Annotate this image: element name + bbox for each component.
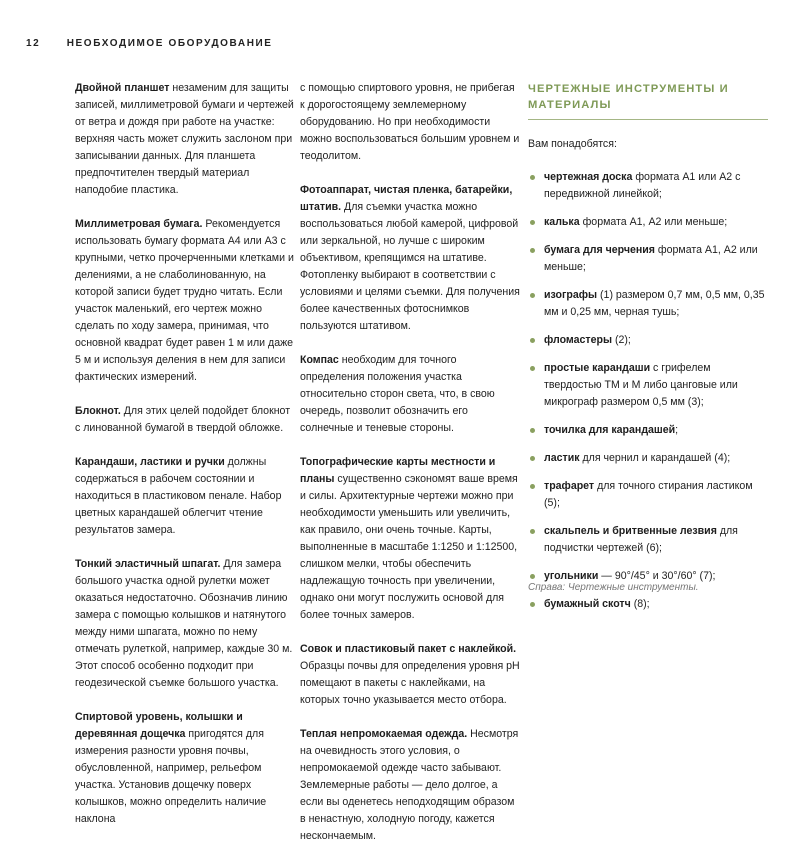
paragraph-text: Рекомендуется использовать бумагу формата А4 или А3 с крупными, четко прочерченными клетками и делениями, а не слаболинованную, на которой записи будет трудно читать. Если участок маленький, его чертеж можно сделать по ходу замера, принимая, что основной квадрат будет равен 1 м или даже 5 м и используя деления в нем для записи фактических измерений. [75, 218, 294, 383]
running-title: НЕОБХОДИМОЕ ОБОРУДОВАНИЕ [66, 38, 273, 49]
tools-list [528, 169, 768, 613]
paragraph [300, 182, 522, 335]
item-term: скальпель и бритвенные лезвия [544, 525, 717, 537]
paragraph-text: Для замера большого участка одной рулетки может оказаться недостаточно. Обозначив линию замера с помощью колышков и натянутого между ними шпагата, можно по нему отмечать рулеткой, например, каждые 30 м. Этот способ особенно подходит при геодезической съемке большого участка. [75, 558, 293, 689]
bullet-icon [530, 248, 535, 253]
item-text: для чернил и карандашей (4); [579, 452, 731, 464]
paragraph-text: должны содержаться в рабочем состоянии и находиться в пластиковом пенале. Набор цветных карандашей облегчит чтение результатов замера. [75, 456, 282, 536]
bullet-icon [530, 484, 535, 489]
item-term: бумажный скотч [544, 598, 631, 610]
item-text: (8); [630, 598, 650, 610]
item-text: (2); [612, 334, 631, 346]
item-text: формата А1, А2 или меньше; [579, 216, 728, 228]
paragraph [300, 80, 522, 165]
item-text: — 90°/45° и 30°/60° (7); [598, 570, 716, 582]
item-text: ; [675, 424, 679, 436]
list-item [528, 332, 768, 349]
list-item [528, 478, 768, 512]
bullet-icon [530, 220, 535, 225]
bullet-icon [530, 428, 535, 433]
paragraph-term: Тонкий эластичный шпагат. [75, 558, 221, 570]
paragraph [300, 352, 522, 437]
item-text: (1) размером 0,7 мм, 0,5 мм, 0,35 мм и 0,25 мм, черная тушь; [544, 289, 765, 318]
list-item [528, 523, 768, 557]
paragraph-term: Топографические карты местности и планы [300, 456, 496, 485]
paragraph [300, 726, 522, 845]
list-item [528, 450, 768, 467]
paragraph-text: с помощью спиртового уровня, не прибегая к дорогостоящему землемерному оборудованию. Но при необходимости можно воспользоваться большим уровнем и теодолитом. [300, 82, 520, 162]
paragraph [75, 454, 295, 539]
item-term: калька [544, 216, 580, 228]
item-term: бумага для черчения [544, 244, 655, 256]
paragraph-text: незаменим для защиты записей, миллиметровой бумаги и чертежей от ветра и дождя при работе на участке: верхняя часть может служить заслоном при записывании данных. Для планшета предпочтителен твердый материал наподобие пластика. [75, 82, 294, 196]
column-3 [528, 80, 768, 624]
column-1 [75, 80, 295, 845]
bullet-icon [530, 293, 535, 298]
paragraph-text: Несмотря на очевидность этого условия, о непромокаемой одежде часто забывают. Землемерные работы — дело долгое, а если вы оденетесь неподходящим образом в ненастную, холодную погоду, кажется нескончаемым. [300, 728, 519, 842]
paragraph-term: Спиртовой уровень, колышки и деревянная дощечка [75, 711, 243, 740]
item-term: фломастеры [544, 334, 613, 346]
item-text: с грифелем твердостью ТМ и М либо цанговые или микрограф размером 0,5 мм (3); [544, 362, 738, 408]
section-title: ЧЕРТЕЖНЫЕ ИНСТРУМЕНТЫ И МАТЕРИАЛЫ [528, 81, 768, 120]
paragraph-term: Карандаши, ластики и ручки [75, 456, 225, 468]
paragraph-term: Совок и пластиковый пакет с наклейкой. [300, 643, 517, 655]
item-term: точилка для карандашей [544, 424, 676, 436]
running-header [26, 38, 273, 49]
item-text: формата А1, А2 или меньше; [544, 244, 758, 273]
item-term: трафарет [544, 480, 595, 492]
paragraph-term: Двойной планшет [75, 82, 170, 94]
paragraph [300, 641, 522, 709]
item-term: угольники [544, 570, 599, 582]
list-item [528, 242, 768, 276]
item-term: ластик [544, 452, 580, 464]
section-intro: Вам понадобятся: [528, 138, 617, 150]
paragraph-term: Компас [300, 354, 339, 366]
paragraph-term: Фотоаппарат, чистая пленка, батарейки, штатив. [300, 184, 513, 213]
bullet-icon [530, 602, 535, 607]
bullet-icon [530, 529, 535, 534]
item-text: формата А1 или А2 с передвижной линейкой; [544, 171, 741, 200]
bullet-icon [530, 366, 535, 371]
paragraph-term: Миллиметровая бумага. [75, 218, 203, 230]
paragraph-term: Блокнот. [75, 405, 121, 417]
item-term: чертежная доска [544, 171, 633, 183]
column-2 [300, 80, 522, 862]
item-text: для подчистки чертежей (6); [544, 525, 738, 554]
list-item [528, 360, 768, 411]
paragraph [75, 216, 295, 386]
paragraph [75, 556, 295, 692]
list-item [528, 169, 768, 203]
paragraph [300, 454, 522, 624]
item-term: простые карандаши [544, 362, 651, 374]
bullet-icon [530, 456, 535, 461]
paragraph-text: Для этих целей подойдет блокнот с линованной бумагой в твердой обложке. [75, 405, 291, 434]
paragraph [75, 403, 295, 437]
list-item [528, 214, 768, 231]
paragraph-text: существенно сэкономят ваше время и силы. Архитектурные чертежи можно при необходимости уменьшить или увеличить, как правило, они очень точные. Карты, выполненные в масштабе 1:1250 и 1:12500, слишком мелки, чтобы обеспечить надлежащую точность при увеличении, однако они могут послужить основой для более точных замеров. [300, 473, 518, 621]
bullet-icon [530, 338, 535, 343]
paragraph [75, 709, 295, 828]
paragraph-text: необходим для точного определения положения участка относительно сторон света, что, в свою очередь, позволит обозначить его солнечные и теневые стороны. [300, 354, 495, 434]
list-item [528, 287, 768, 321]
paragraph-text: Для съемки участка можно воспользоваться любой камерой, цифровой или зеркальной, но лучше с широким объективом, крепящимся на штативе. Фотопленку выбирают в соответствии с условиями и целями съемки. Для получения более качественных фотоснимков пользуются штативом. [300, 201, 520, 332]
paragraph-text: пригодятся для измерения разности уровня почвы, обусловленной, например, рельефом участка. Установив дощечку поверх колышков, можно определить наличие наклона [75, 728, 267, 825]
image-caption: Справа: Чертежные инструменты. [528, 582, 699, 593]
list-item [528, 596, 768, 613]
item-text: для точного стирания ластиком (5); [544, 480, 753, 509]
list-item [528, 422, 768, 439]
paragraph-term: Теплая непромокаемая одежда. [300, 728, 468, 740]
page-number: 12 [26, 38, 41, 49]
bullet-icon [530, 175, 535, 180]
item-term: изографы [544, 289, 598, 301]
paragraph [75, 80, 295, 199]
paragraph-text: Образцы почвы для определения уровня рН помещают в пакеты с наклейками, на которых точно указывается место отбора. [300, 660, 520, 706]
bullet-icon [530, 574, 535, 579]
